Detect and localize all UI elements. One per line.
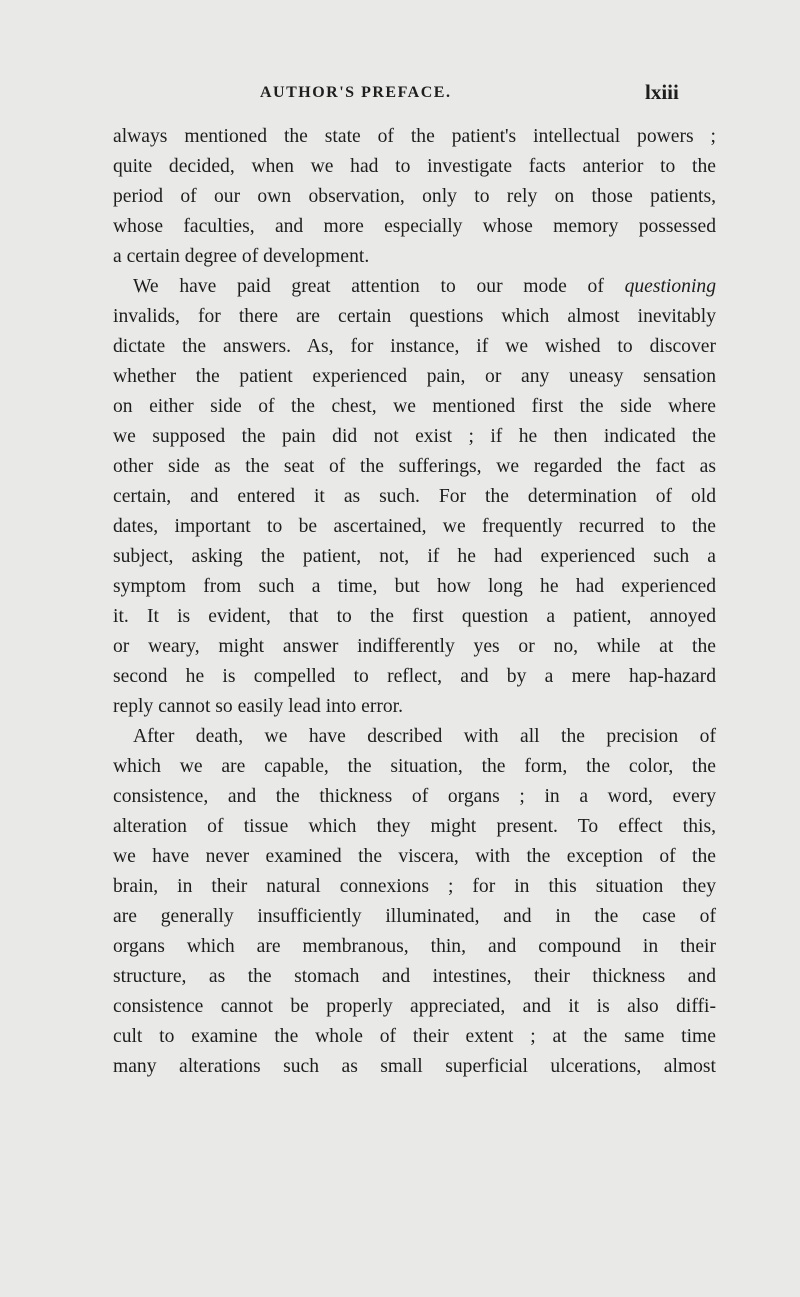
text-line: second he is compelled to reflect, and by a mere hap-hazard [113,666,716,687]
text-line: other side as the seat of the sufferings, we regarded the fact as [113,456,716,477]
text-line: After death, we have described with all the precision of [133,726,716,747]
text-line: brain, in their natural connexions ; for in this situation they [113,876,716,897]
text-line: we supposed the pain did not exist ; if he then indicated the [113,426,716,447]
text-line: are generally insufficiently illuminated, and in the case of [113,906,716,927]
italic-term: questioning [624,276,716,297]
text-line: a certain degree of development. [113,246,370,267]
text-line: structure, as the stomach and intestines, their thickness and [113,966,716,987]
running-title: AUTHOR'S PREFACE. [260,84,452,101]
text-line: organs which are membranous, thin, and compound in their [113,936,716,957]
text-line: quite decided, when we had to investigate facts anterior to the [113,156,716,177]
text-line: it. It is evident, that to the first question a patient, annoyed [113,606,716,627]
text-line: consistence cannot be properly appreciated, and it is also diffi- [113,996,716,1017]
text-line: cult to examine the whole of their extent ; at the same time [113,1026,716,1047]
text-line: which we are capable, the situation, the form, the color, the [113,756,716,777]
text-line: we have never examined the viscera, with the exception of the [113,846,716,867]
text-line: many alterations such as small superficial ulcerations, almost [113,1056,716,1077]
text-line: period of our own observation, only to rely on those patients, [113,186,716,207]
text-line: symptom from such a time, but how long he had experienced [113,576,716,597]
text-line: subject, asking the patient, not, if he had experienced such a [113,546,716,567]
text-line: reply cannot so easily lead into error. [113,696,404,717]
text-line: always mentioned the state of the patient's intellectual powers ; [113,126,716,147]
text-line: whose faculties, and more especially whose memory possessed [113,216,716,237]
text-line: dates, important to be ascertained, we frequently recurred to the [113,516,716,537]
text-run: We have paid great attention to our mode of [133,276,604,297]
text-line: consistence, and the thickness of organs ; in a word, every [113,786,716,807]
text-line: alteration of tissue which they might present. To effect this, [113,816,716,837]
text-line: on either side of the chest, we mentioned first the side where [113,396,716,417]
text-line: whether the patient experienced pain, or any uneasy sensation [113,366,716,387]
page-number: lxiii [645,80,679,104]
text-line: certain, and entered it as such. For the determination of old [113,486,716,507]
text-line: dictate the answers. As, for instance, if we wished to discover [113,336,716,357]
text-line: invalids, for there are certain questions which almost inevitably [113,306,716,327]
text-line: or weary, might answer indifferently yes or no, while at the [113,636,716,657]
text-line [133,274,716,299]
page-header [0,80,800,108]
